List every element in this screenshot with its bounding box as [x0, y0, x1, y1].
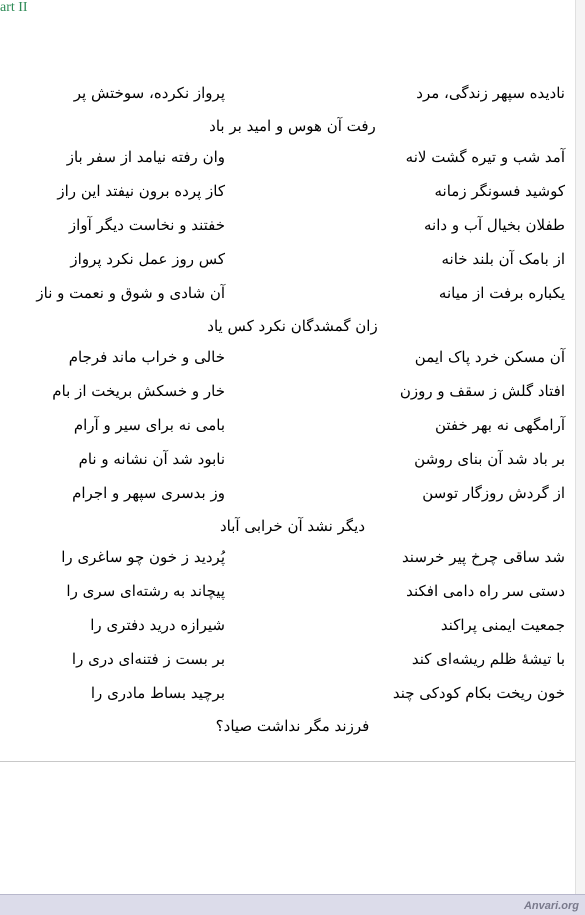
first-hemistich: با تیشهٔ ظلم ریشه‌ای کند [411, 650, 565, 668]
first-hemistich: آرامگهی نه بهر خفتن [434, 416, 565, 434]
stanza-1 [0, 80, 585, 144]
second-hemistich: وان رفته نیامد از سفر باز [66, 148, 225, 166]
couplet [0, 246, 585, 280]
poem [0, 80, 585, 744]
second-hemistich: وز بدسری سپهر و اجرام [72, 484, 225, 502]
couplet [0, 578, 585, 612]
couplet [0, 144, 585, 178]
first-hemistich: کوشید فسونگر زمانه [434, 182, 565, 200]
couplet [0, 280, 585, 314]
first-hemistich: طفلان بخیال آب و دانه [423, 216, 565, 234]
second-hemistich: برچید بساط مادری را [90, 684, 225, 702]
couplet [0, 80, 585, 114]
stanza-2 [0, 144, 585, 344]
second-hemistich: کس روز عمل نکرد پرواز [70, 250, 225, 268]
second-hemistich: خفتند و نخاست دیگر آواز [68, 216, 225, 234]
first-hemistich: افتاد گلش ز سقف و روزن [399, 382, 565, 400]
first-hemistich: جمعیت ایمنی پراکند [440, 616, 565, 634]
couplet [0, 412, 585, 446]
couplet [0, 178, 585, 212]
first-hemistich: نادیده سپهر زندگی، مرد [416, 84, 565, 102]
refrain-line: دیگر نشد آن خرابی آباد [219, 517, 366, 535]
second-hemistich: خالی و خراب ماند فرجام [68, 348, 225, 366]
second-hemistich: پیچاند به رشته‌ای سری را [66, 582, 225, 600]
first-hemistich: یکباره برفت از میانه [438, 284, 565, 302]
couplet [0, 446, 585, 480]
refrain-line: فرزند مگر نداشت صیاد؟ [215, 717, 370, 735]
footer-bar [0, 894, 585, 915]
site-watermark: Anvari.org [523, 900, 579, 912]
couplet [0, 344, 585, 378]
stanza-3 [0, 344, 585, 544]
couplet [0, 612, 585, 646]
first-hemistich: آمد شب و تیره گشت لانه [405, 148, 565, 166]
first-hemistich: دستی سر راه دامی افکند [406, 582, 565, 600]
couplet [0, 646, 585, 680]
refrain-line: زان گمشدگان نکرد کس یاد [207, 317, 378, 335]
second-hemistich: خار و خسکش بریخت از بام [52, 382, 225, 400]
second-hemistich: پُردید ز خون چو ساغری را [61, 548, 225, 566]
first-hemistich: بر باد شد آن بنای روشن [414, 450, 565, 468]
refrain-line: رفت آن هوس و امید بر باد [209, 117, 376, 135]
first-hemistich: از گردش روزگار توسن [422, 484, 565, 502]
couplet [0, 212, 585, 246]
page-divider [0, 761, 575, 762]
second-hemistich: شیرازه درید دفتری را [90, 616, 225, 634]
second-hemistich: پرواز نکرده، سوختش پر [73, 84, 225, 102]
second-hemistich: آن شادی و شوق و نعمت و ناز [36, 284, 225, 302]
couplet [0, 480, 585, 514]
couplet [0, 680, 585, 714]
couplet [0, 378, 585, 412]
second-hemistich: بامی نه برای سیر و آرام [73, 416, 225, 434]
second-hemistich: کاز پرده برون نیفتد این راز [57, 182, 225, 200]
first-hemistich: خون ریخت بکام کودکی چند [392, 684, 565, 702]
second-hemistich: نابود شد آن نشانه و نام [78, 450, 225, 468]
stanza-4 [0, 544, 585, 744]
first-hemistich: شد ساقی چرخ پیر خرسند [401, 548, 565, 566]
page-header-label: art II [0, 0, 28, 15]
first-hemistich: از بامک آن بلند خانه [441, 250, 565, 268]
couplet [0, 544, 585, 578]
second-hemistich: بر بست ز فتنه‌ای دری را [71, 650, 225, 668]
first-hemistich: آن مسکن خرد پاک ایمن [414, 348, 565, 366]
page-edge-strip [575, 0, 585, 915]
